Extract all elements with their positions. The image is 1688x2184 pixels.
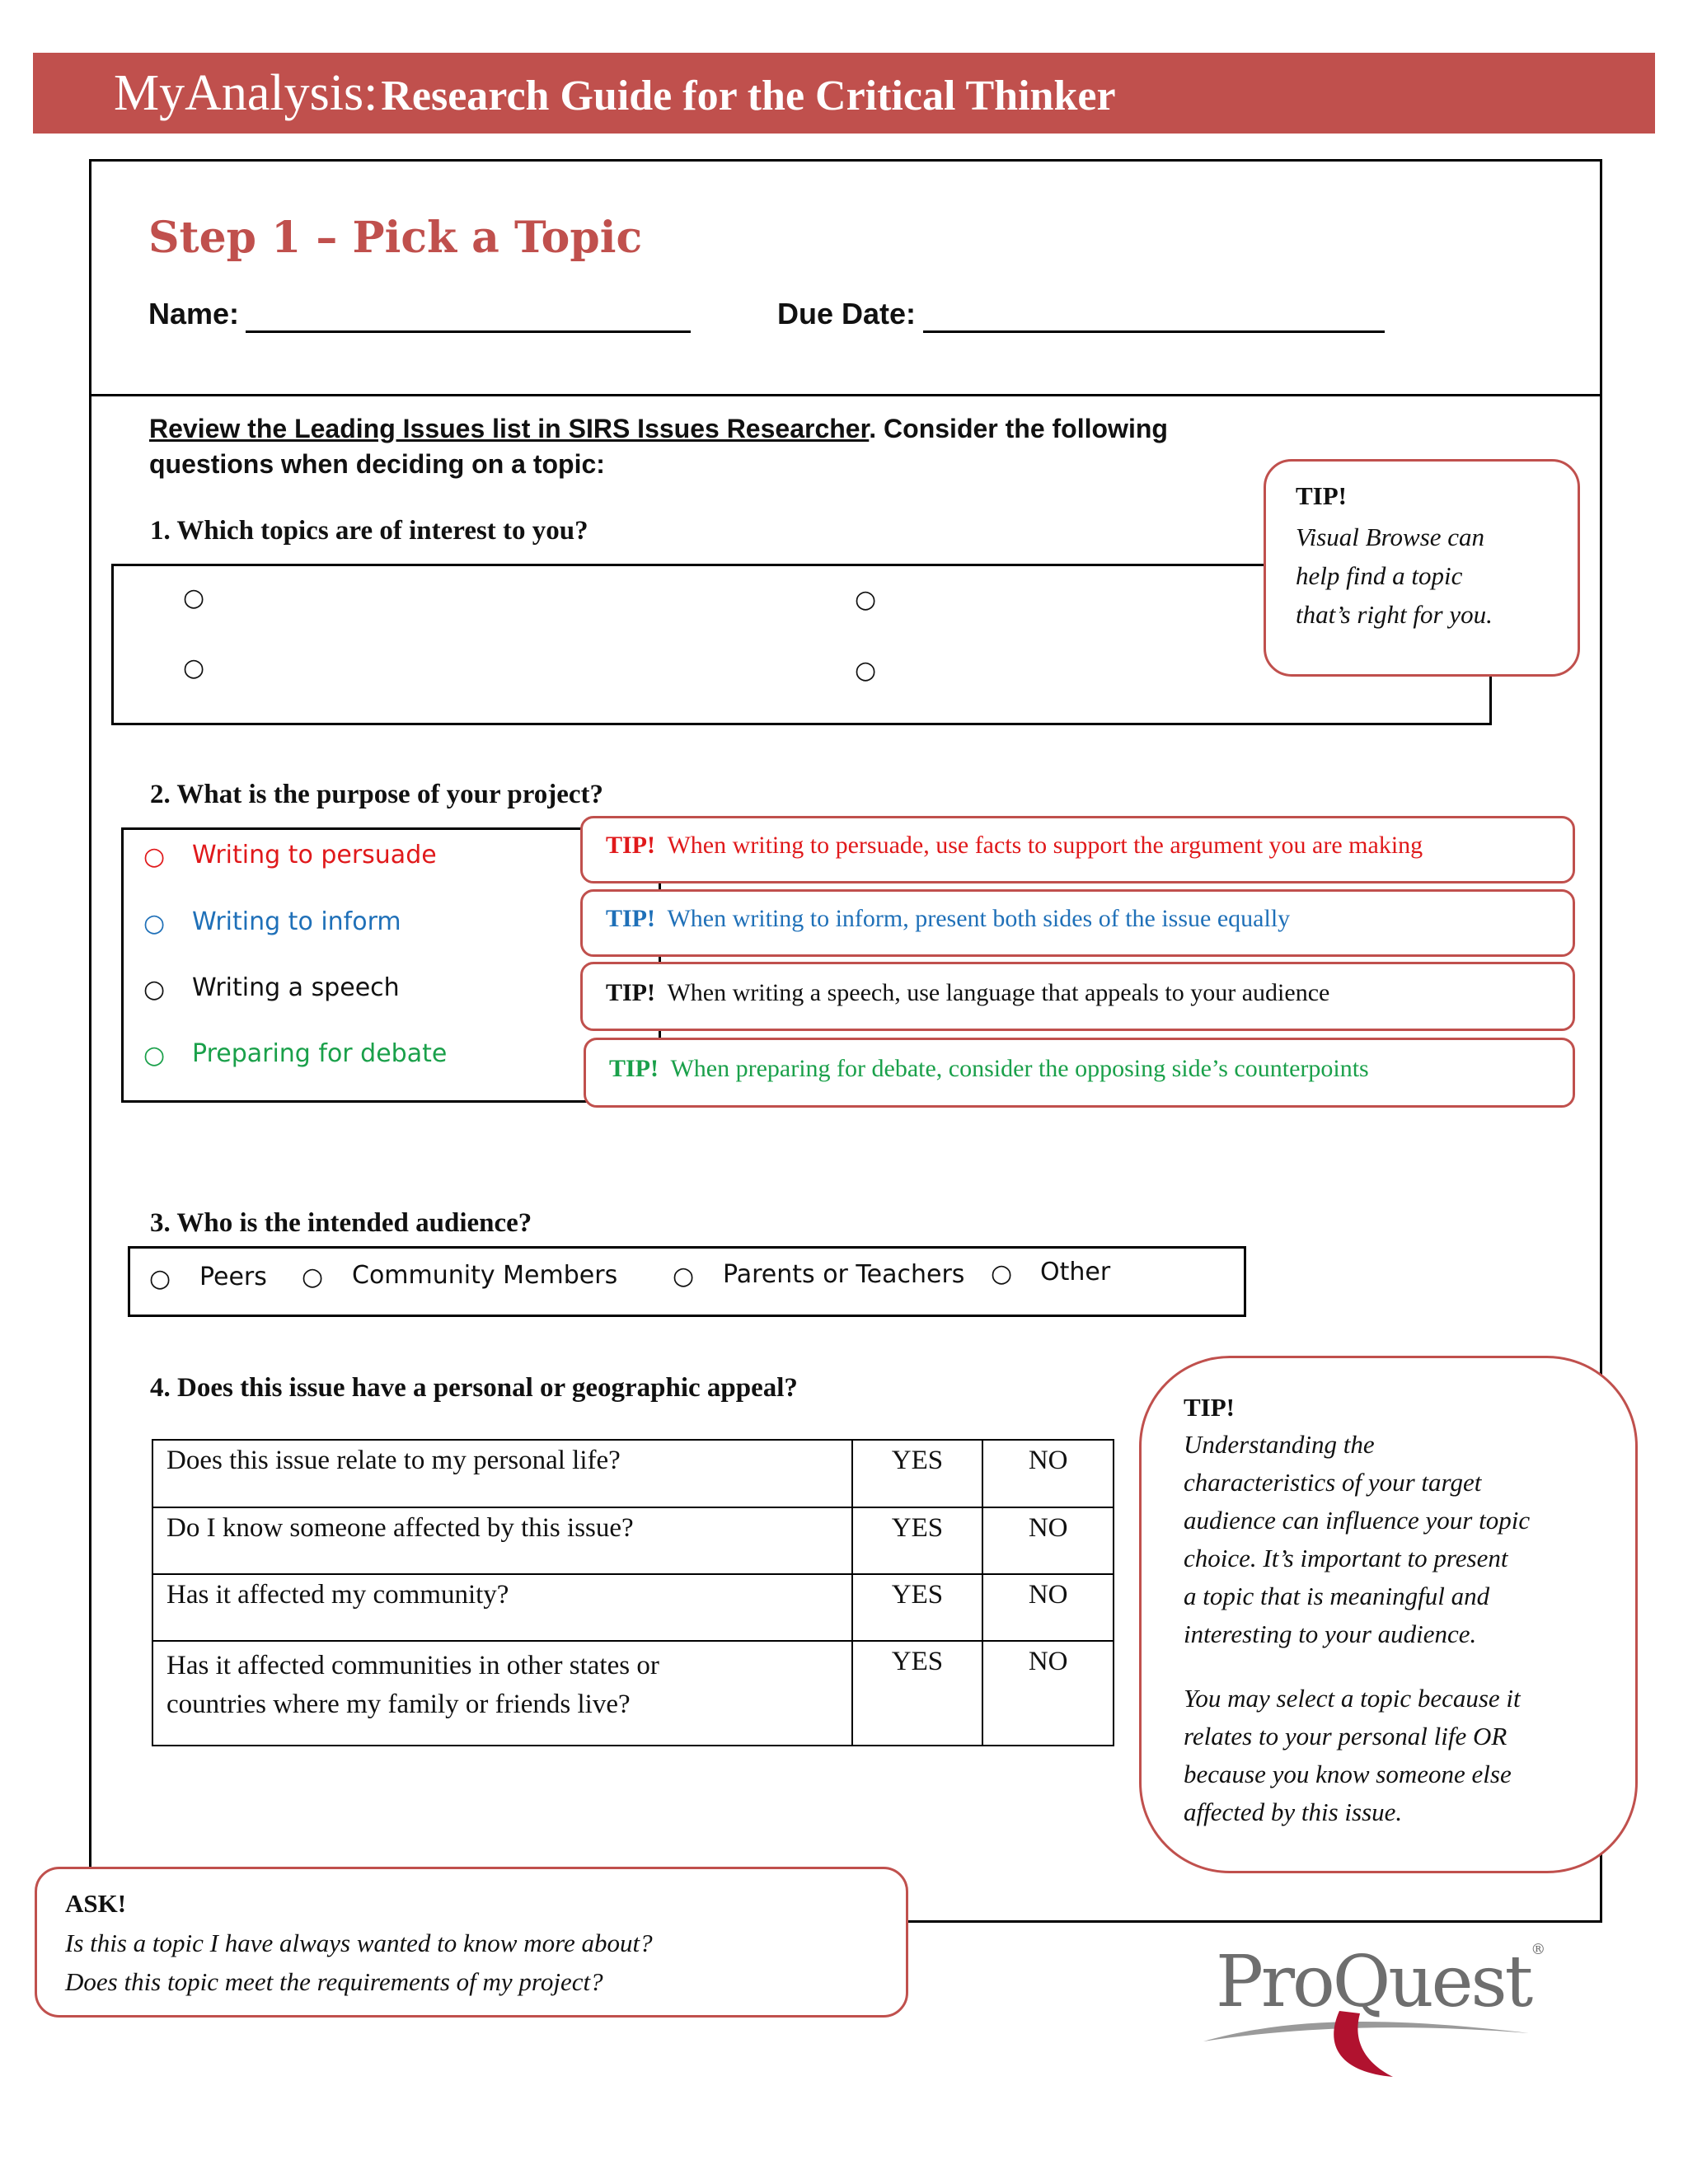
radio-icon[interactable]: ○ xyxy=(143,842,166,871)
logo-registered: ® xyxy=(1531,1941,1544,1958)
name-field[interactable] xyxy=(246,298,691,333)
tip-line: Understanding the xyxy=(1184,1430,1375,1459)
intro-line-1 xyxy=(149,414,1168,444)
intro-link: Review the Leading Issues list in SIRS Issues Researcher xyxy=(149,414,870,443)
tip-audience xyxy=(1139,1356,1638,1873)
ask-line: Is this a topic I have always wanted to know more about? xyxy=(65,1929,653,1957)
tip-body: When preparing for debate, consider the opposing side’s counterpoints xyxy=(670,1055,1369,1082)
proquest-logo xyxy=(1199,1941,1545,2089)
question-4: 4. Does this issue have a personal or geographic appeal? xyxy=(150,1373,798,1403)
tip-line: You may select a topic because it xyxy=(1184,1684,1521,1713)
logo-text: ProQuest xyxy=(1216,1941,1531,2023)
tip-text xyxy=(1184,1426,1530,1831)
yes-cell[interactable]: YES xyxy=(852,1574,983,1641)
tip-heading: TIP! xyxy=(606,832,655,859)
banner-title xyxy=(114,53,1116,134)
tip-line: audience can influence your topic xyxy=(1184,1506,1531,1535)
tip-line: interesting to your audience. xyxy=(1184,1619,1477,1648)
tip-speech-text xyxy=(606,979,1329,1007)
no-cell[interactable]: NO xyxy=(982,1507,1114,1574)
table-row xyxy=(152,1641,1114,1746)
tip-heading: TIP! xyxy=(606,905,655,932)
topic-bullet[interactable]: ○ xyxy=(855,656,877,685)
no-cell[interactable]: NO xyxy=(982,1574,1114,1641)
audience-parents-teachers[interactable]: Parents or Teachers xyxy=(723,1260,965,1289)
topic-bullet[interactable]: ○ xyxy=(855,585,877,614)
tip-line: because you know someone else xyxy=(1184,1760,1512,1788)
ask-box xyxy=(35,1867,908,2018)
due-date-field[interactable] xyxy=(923,298,1385,333)
option-speech[interactable]: Writing a speech xyxy=(192,973,400,1002)
banner-brand: MyAnalysis: xyxy=(114,65,378,121)
ask-line: Does this topic meet the requirements of my project? xyxy=(65,1967,603,1996)
tip-debate-text xyxy=(609,1055,1369,1083)
due-date-label: Due Date: xyxy=(777,297,917,330)
tip-inform xyxy=(580,889,1575,957)
table-row xyxy=(152,1440,1114,1507)
no-cell[interactable]: NO xyxy=(982,1440,1114,1507)
radio-icon[interactable]: ○ xyxy=(143,1041,166,1070)
header-banner xyxy=(33,53,1655,134)
tip-line: choice. It’s important to present xyxy=(1184,1544,1508,1572)
tip-visual-browse xyxy=(1264,459,1580,677)
audience-community[interactable]: Community Members xyxy=(352,1261,618,1290)
tip-line: characteristics of your target xyxy=(1184,1468,1482,1497)
banner-subtitle: Research Guide for the Critical Thinker xyxy=(381,73,1116,120)
tip-persuade xyxy=(580,816,1575,883)
tip-line: affected by this issue. xyxy=(1184,1797,1403,1826)
tip-persuade-text xyxy=(606,832,1423,860)
tip-inform-text xyxy=(606,905,1290,933)
tip-heading: TIP! xyxy=(1184,1393,1235,1422)
audience-peers[interactable]: Peers xyxy=(199,1263,267,1291)
question-2: 2. What is the purpose of your project? xyxy=(150,780,604,809)
option-persuade[interactable]: Writing to persuade xyxy=(192,841,437,869)
tip-line: Visual Browse can xyxy=(1296,523,1485,551)
radio-icon[interactable]: ○ xyxy=(143,909,166,938)
tip-body: When writing a speech, use language that appeals to your audience xyxy=(667,979,1330,1006)
step-title: Step 1 – Pick a Topic xyxy=(148,213,643,263)
tip-line: that’s right for you. xyxy=(1296,600,1493,629)
no-cell[interactable]: NO xyxy=(982,1641,1114,1746)
tip-heading: TIP! xyxy=(1296,481,1347,510)
table-cell-question: Do I know someone affected by this issue? xyxy=(152,1507,852,1574)
audience-other[interactable]: Other xyxy=(1040,1258,1111,1286)
table-cell-question: Has it affected communities in other states or countries where my family or friends live? xyxy=(152,1641,852,1746)
tip-text xyxy=(1296,518,1493,634)
radio-icon[interactable]: ○ xyxy=(991,1259,1013,1288)
tip-heading: TIP! xyxy=(609,1055,659,1082)
tip-heading: TIP! xyxy=(606,979,655,1006)
yes-cell[interactable]: YES xyxy=(852,1507,983,1574)
tip-speech xyxy=(580,962,1575,1031)
option-debate[interactable]: Preparing for debate xyxy=(192,1039,448,1068)
header-divider xyxy=(89,394,1602,396)
logo-wordmark xyxy=(1216,1941,1543,2023)
ask-text xyxy=(65,1924,653,2001)
table-cell-question: Does this issue relate to my personal life? xyxy=(152,1440,852,1507)
radio-icon[interactable]: ○ xyxy=(149,1264,171,1293)
radio-icon[interactable]: ○ xyxy=(673,1262,695,1291)
table-row xyxy=(152,1507,1114,1574)
option-inform[interactable]: Writing to inform xyxy=(192,907,401,936)
tip-line: a topic that is meaningful and xyxy=(1184,1582,1490,1610)
intro-rest: . Consider the following xyxy=(869,414,1168,443)
table-cell-question: Has it affected my community? xyxy=(152,1574,852,1641)
yes-cell[interactable]: YES xyxy=(852,1641,983,1746)
tip-line: help find a topic xyxy=(1296,561,1463,590)
appeal-table xyxy=(152,1439,1114,1746)
question-1: 1. Which topics are of interest to you? xyxy=(150,516,588,546)
tip-line: relates to your personal life OR xyxy=(1184,1722,1507,1750)
topic-bullet[interactable]: ○ xyxy=(183,583,205,612)
name-label: Name: xyxy=(148,297,240,330)
intro-line-2: questions when deciding on a topic: xyxy=(149,449,605,479)
yes-cell[interactable]: YES xyxy=(852,1440,983,1507)
tip-body: When writing to inform, present both sides of the issue equally xyxy=(667,905,1291,932)
question-3: 3. Who is the intended audience? xyxy=(150,1208,532,1238)
ask-heading: ASK! xyxy=(65,1889,127,1918)
tip-body: When writing to persuade, use facts to support the argument you are making xyxy=(667,832,1423,859)
table-row xyxy=(152,1574,1114,1641)
topic-bullet[interactable]: ○ xyxy=(183,654,205,682)
radio-icon[interactable]: ○ xyxy=(302,1263,324,1291)
tip-debate xyxy=(584,1038,1575,1108)
radio-icon[interactable]: ○ xyxy=(143,975,166,1004)
